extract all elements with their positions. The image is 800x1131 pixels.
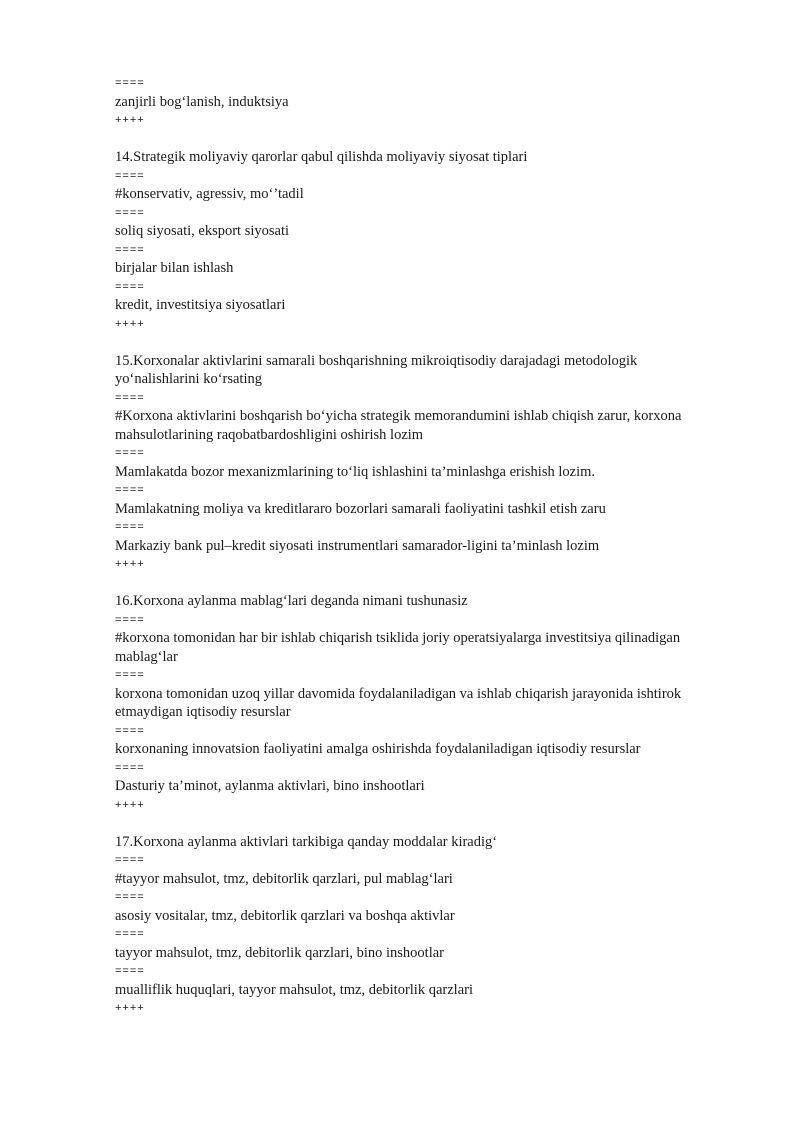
option-separator: ====	[115, 169, 145, 182]
question-text: 14.Strategik moliyaviy qarorlar qabul qilishda moliyaviy siyosat tiplari	[115, 149, 528, 165]
option-separator: ====	[115, 243, 145, 256]
question-text: 17.Korxona aylanma aktivlari tarkibiga qanday moddalar kiradig‘	[115, 833, 498, 850]
option-separator: ====	[115, 761, 145, 774]
answer-option: Mamlakatda bozor mexanizmlarining to‘liq ishlashini ta’minlashga erishish lozim.	[115, 463, 596, 480]
option-separator: ====	[115, 854, 145, 866]
answer-option: zanjirli bog‘lanish, induktsiya	[115, 93, 289, 110]
question-text: 15.Korxonalar aktivlarini samarali boshqarishning mikroiqtisodiy darajadagi metodologik yo‘nalishlarini ko‘rsating	[115, 352, 638, 387]
answer-option: mualliflik huquqlari, tayyor mahsulot, tmz, debitorlik qarzlari	[115, 981, 473, 998]
answer-option: #tayyor mahsulot, tmz, debitorlik qarzlari, pul mablag‘lari	[115, 870, 453, 887]
option-separator: ====	[115, 206, 145, 219]
answer-option: #korxona tomonidan har bir ishlab chiqarish tsiklida joriy operatsiyalarga investitsiya qilinadigan mablag‘lar	[115, 630, 681, 665]
option-separator: ====	[115, 484, 145, 496]
question-text: 16.Korxona aylanma mablag‘lari deganda nimani tushunasiz	[115, 593, 468, 609]
answer-option: birjalar bilan ishlash	[115, 260, 234, 276]
option-separator: ====	[115, 928, 145, 940]
answer-option: soliq siyosati, eksport siyosati	[115, 223, 289, 239]
answer-option: Mamlakatning moliya va kreditlararo bozorlari samarali faoliyatini tashkil etish zaru	[115, 500, 606, 517]
option-separator: ====	[115, 280, 145, 293]
spacer	[115, 130, 715, 149]
answer-option: korxona tomonidan uzoq yillar davomida foydalaniladigan va ishlab chiqarish jarayonida ishtirok etmaydigan iqtisodiy resurslar	[115, 685, 682, 720]
answer-option: Markaziy bank pul–kredit siyosati instrumentlari samarador-ligini ta’minlash lozim	[115, 537, 600, 554]
end-separator: ++++	[115, 114, 145, 126]
option-separator: ====	[115, 77, 145, 89]
document-page	[115, 74, 715, 1018]
end-separator: ++++	[115, 317, 145, 330]
answer-option: Dasturiy ta’minot, aylanma aktivlari, bino inshootlari	[115, 778, 425, 794]
option-separator: ====	[115, 724, 145, 737]
option-separator: ====	[115, 891, 145, 903]
spacer	[115, 333, 715, 352]
option-separator: ====	[115, 965, 145, 977]
answer-option: korxonaning innovatsion faoliyatini amalga oshirishda foydalaniladigan iqtisodiy resurslar	[115, 741, 641, 757]
option-separator: ====	[115, 391, 145, 404]
spacer	[115, 574, 715, 593]
end-separator: ++++	[115, 1002, 145, 1014]
answer-option: asosiy vositalar, tmz, debitorlik qarzlari va boshqa aktivlar	[115, 907, 455, 924]
option-separator: ====	[115, 669, 145, 681]
option-separator: ====	[115, 447, 145, 459]
option-separator: ====	[115, 521, 145, 533]
option-separator: ====	[115, 613, 145, 626]
end-separator: ++++	[115, 798, 145, 811]
answer-option: tayyor mahsulot, tmz, debitorlik qarzlari, bino inshootlar	[115, 944, 444, 961]
spacer	[115, 814, 715, 833]
answer-option: #konservativ, agressiv, mo‘’tadil	[115, 186, 304, 202]
answer-option: #Korxona aktivlarini boshqarish bo‘yicha strategik memorandumini ishlab chiqish zarur, korxona mahsulotlarining raqobatbardoshligini oshirish lozim	[115, 408, 682, 443]
answer-option: kredit, investitsiya siyosatlari	[115, 297, 286, 313]
end-separator: ++++	[115, 558, 145, 570]
